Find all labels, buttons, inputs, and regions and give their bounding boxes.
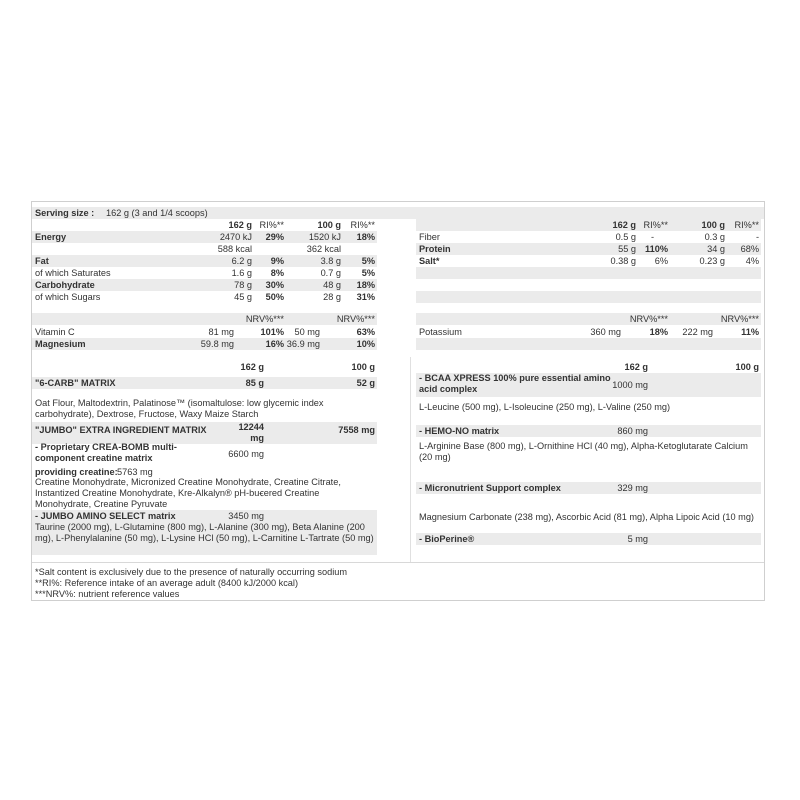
table-row — [32, 338, 377, 350]
cell: 18% — [356, 280, 375, 290]
cell: 5 mg — [627, 534, 648, 544]
col-header: RI%** — [350, 220, 375, 230]
nutrient-name: of which Saturates — [35, 268, 111, 278]
cell: 860 mg — [617, 426, 648, 436]
cell: 85 g — [245, 378, 264, 388]
cell: 329 mg — [617, 483, 648, 493]
cell: 3450 mg — [228, 511, 264, 521]
cell: 6% — [654, 256, 668, 266]
cell: 18% — [356, 232, 375, 242]
cell: 52 g — [356, 378, 375, 388]
matrix-desc: Taurine (2000 mg), L-Glutamine (800 mg), L-Alanine (300 mg), Beta Alanine (200 mg), L-Phenylalanine (50 mg), L-Lysine HCl (50 mg), L-Carnitine L-Tartrate (50 mg) — [32, 522, 377, 555]
matrix-name: - HEMO-NO matrix — [419, 426, 500, 436]
vitamins-left-header — [32, 313, 377, 325]
footnote: **RI%: Reference intake of an average adult (8400 kJ/2000 kcal) — [35, 578, 299, 588]
matrix-row-hemo — [416, 425, 761, 437]
nutrient-name: Vitamin C — [35, 327, 75, 337]
matrix-row-amino — [32, 510, 377, 522]
matrix-name: - JUMBO AMINO SELECT matrix — [35, 511, 176, 521]
matrix-desc: Magnesium Carbonate (238 mg), Ascorbic Acid (81 mg), Alpha Lipoic Acid (10 mg) — [419, 512, 754, 522]
cell: 362 kcal — [306, 244, 341, 254]
matrix-desc: Oat Flour, Maltodextrin, Palatinose™ (isomaltulose: low glycemic index carbohydrate), Dextrose, Fructose, Waxy Maize Starch — [35, 398, 324, 419]
col-header: NRV%*** — [245, 314, 284, 324]
matrix-desc-row — [416, 511, 761, 523]
nutrition-right-header — [416, 219, 761, 231]
nutrient-name: Carbohydrate — [35, 280, 95, 290]
table-row — [32, 326, 377, 338]
col-header: 162 g — [228, 220, 252, 230]
nutrient-name: Salt* — [419, 256, 440, 266]
nutrient-name: Protein — [419, 244, 451, 254]
serving-size-value: 162 g (3 and 1/4 scoops) — [106, 208, 208, 218]
cell: 78 g — [234, 280, 252, 290]
matrix-name: providing creatine: — [35, 467, 118, 477]
nutrient-name: Fiber — [419, 232, 440, 242]
cell: 1520 kJ — [308, 232, 341, 242]
matrix-desc: Creatine Monohydrate, Micronized Creatine Monohydrate, Creatine Citrate, Instantized Creatine Monohydrate, Kre-Alkalyn® pH-buꞓered Creatine Monohydrate, Creatine Pyruvate — [35, 477, 341, 509]
col-header: RI%** — [734, 220, 759, 230]
cell: 18% — [649, 327, 668, 337]
column-divider — [410, 357, 411, 562]
cell: 0.3 g — [704, 232, 725, 242]
cell: 4% — [745, 256, 759, 266]
cell: 55 g — [618, 244, 636, 254]
nutrition-facts-panel — [31, 201, 765, 601]
cell: 29% — [265, 232, 284, 242]
empty-row — [416, 267, 761, 279]
col-header: 100 g — [735, 362, 759, 372]
cell: 9% — [270, 256, 284, 266]
matrix-name: "6-CARB" MATRIX — [35, 378, 116, 388]
cell: 0.38 g — [610, 256, 636, 266]
matrix-name: - BioPerine® — [419, 534, 475, 544]
cell: 1000 mg — [612, 380, 648, 390]
cell: 36.9 mg — [286, 339, 320, 349]
cell: 68% — [740, 244, 759, 254]
matrix-row-micro — [416, 482, 761, 494]
matrix-row-6carb — [32, 377, 377, 389]
cell: 11% — [741, 327, 759, 337]
cell: 45 g — [234, 292, 252, 302]
divider — [32, 562, 764, 563]
cell: 34 g — [707, 244, 725, 254]
cell: 31% — [356, 292, 375, 302]
matrix-name: "JUMBO" EXTRA INGREDIENT MATRIX — [35, 425, 207, 435]
matrix-desc: L-Arginine Base (800 mg), L-Ornithine HCl (40 mg), Alpha-Ketoglutarate Calcium (20 mg) — [419, 441, 748, 462]
nutrient-name: Fat — [35, 256, 49, 266]
matrix-desc: L-Leucine (500 mg), L-Isoleucine (250 mg), L-Valine (250 mg) — [419, 402, 671, 412]
cell: 81 mg — [208, 327, 234, 337]
serving-size-row — [32, 207, 764, 219]
col-header: RI%** — [259, 220, 284, 230]
table-row — [32, 243, 377, 255]
cell: 0.7 g — [320, 268, 341, 278]
cell: 110% — [645, 244, 668, 254]
table-row — [416, 231, 761, 243]
empty-row — [416, 291, 761, 303]
cell: - — [755, 232, 759, 242]
cell: 2470 kJ — [219, 232, 252, 242]
empty-row — [416, 338, 761, 350]
col-header: 100 g — [701, 220, 725, 230]
cell: 0.23 g — [699, 256, 725, 266]
cell: 360 mg — [590, 327, 621, 337]
matrix-row-bcaa — [416, 373, 761, 397]
table-row — [32, 279, 377, 291]
col-header: 162 g — [240, 362, 264, 372]
table-row — [416, 255, 761, 267]
serving-size-label: Serving size : — [35, 208, 95, 218]
footnote: *Salt content is exclusively due to the presence of naturally occurring sodium — [35, 567, 348, 577]
cell: 10% — [356, 339, 375, 349]
nutrition-left-header — [32, 219, 377, 231]
cell: 28 g — [323, 292, 341, 302]
matrix-right-header — [416, 361, 761, 373]
nutrient-name: Magnesium — [35, 339, 86, 349]
cell: 222 mg — [682, 327, 713, 337]
table-row — [416, 243, 761, 255]
cell: 59.8 mg — [200, 339, 234, 349]
matrix-name: - Proprietary CREA-BOMB multi-component creatine matrix — [35, 442, 177, 463]
col-header: 100 g — [351, 362, 375, 372]
footnote: ***NRV%: nutrient reference values — [35, 589, 180, 599]
cell: 50% — [265, 292, 284, 302]
cell: 30% — [265, 280, 284, 290]
cell: 6.2 g — [231, 256, 252, 266]
cell: 8% — [270, 268, 284, 278]
matrix-row-crea — [32, 442, 377, 466]
matrix-row-bioperine — [416, 533, 761, 545]
cell: 16% — [265, 339, 284, 349]
cell: 5% — [361, 256, 375, 266]
cell: 12244 mg — [238, 422, 264, 443]
cell: 5% — [361, 268, 375, 278]
cell: 5763 mg — [117, 467, 153, 477]
nutrient-name: Energy — [35, 232, 67, 242]
table-row — [32, 267, 377, 279]
table-row — [416, 326, 761, 338]
col-header: 162 g — [612, 220, 636, 230]
cell: 6600 mg — [228, 449, 264, 459]
cell: 101% — [260, 327, 284, 337]
col-header: NRV%*** — [336, 314, 375, 324]
nutrient-name: Potassium — [419, 327, 462, 337]
table-row — [32, 291, 377, 303]
cell: 63% — [356, 327, 375, 337]
cell: 1.6 g — [231, 268, 252, 278]
table-row — [32, 255, 377, 267]
matrix-left-header — [32, 361, 377, 373]
matrix-row-jumbo — [32, 422, 377, 444]
cell: - — [650, 232, 654, 242]
matrix-name: - BCAA XPRESS 100% pure essential amino acid complex — [419, 373, 611, 394]
col-header: NRV%*** — [720, 314, 759, 324]
cell: 50 mg — [294, 327, 320, 337]
nutrient-name: of which Sugars — [35, 292, 101, 302]
cell: 0.5 g — [615, 232, 636, 242]
cell: 3.8 g — [320, 256, 341, 266]
col-header: RI%** — [643, 220, 668, 230]
col-header: NRV%*** — [629, 314, 668, 324]
table-row — [32, 231, 377, 243]
col-header: 100 g — [317, 220, 341, 230]
col-header: 162 g — [624, 362, 648, 372]
matrix-name: - Micronutrient Support complex — [419, 483, 561, 493]
cell: 7558 mg — [338, 425, 375, 435]
cell: 588 kcal — [217, 244, 252, 254]
vitamins-right-header — [416, 313, 761, 325]
cell: 48 g — [323, 280, 341, 290]
matrix-desc-row — [416, 401, 761, 413]
